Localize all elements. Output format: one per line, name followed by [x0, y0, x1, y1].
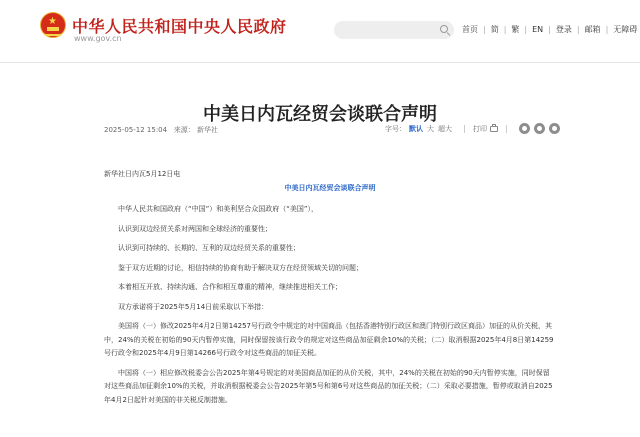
article-body [104, 168, 556, 413]
nav-separator: | [503, 25, 507, 34]
site-url: www.gov.cn [74, 34, 122, 43]
star-icon: ★ [48, 16, 57, 27]
nav-separator: | [483, 25, 486, 34]
publish-date: 2025-05-12 15:04 [104, 126, 168, 134]
font-size-large[interactable]: 大 [427, 124, 434, 133]
print-label[interactable]: 打印 [473, 124, 487, 133]
site-header [0, 0, 640, 62]
weibo-share-icon[interactable] [519, 123, 530, 134]
nav-english[interactable]: EN [532, 25, 544, 34]
meta-tools [385, 123, 560, 134]
nav-mailbox[interactable]: 邮箱 [584, 25, 601, 34]
emblem-wreath [43, 32, 63, 36]
paragraph: 双方承诺将于2025年5月14日前采取以下举措： [118, 302, 269, 311]
top-nav [462, 24, 637, 35]
paragraph: 本着相互开放、持续沟通、合作和相互尊重的精神，继续推进相关工作； [118, 283, 342, 291]
article-title: 中美日内瓦经贸会谈联合声明 [203, 104, 437, 126]
search-input[interactable] [334, 21, 454, 39]
article-subtitle: 中美日内瓦经贸会谈联合声明 [284, 183, 376, 192]
nav-separator: | [576, 25, 580, 34]
emblem-gate [47, 27, 59, 31]
print-icon[interactable] [490, 126, 498, 132]
paragraph: 中国将（一）相应修改税委会公告2025年第4号规定的对美国商品加征的从价关税，其中，24%的关税在初始的90天内暂停实施，同时保留对这些商品加征剩余10%的关税，并取消根据税委会公告2025年第5号和第6号对这些商品的加征关税；（二）采取必要措施，暂停或取消自2025年4月2日起针对美国的非关税反制措施。 [104, 368, 553, 404]
national-emblem-logo[interactable] [40, 12, 66, 38]
tool-separator [506, 125, 507, 133]
wechat-share-icon[interactable] [534, 123, 545, 134]
source-label: 来源： [173, 126, 195, 134]
meta-left [104, 125, 218, 135]
paragraph: 认识到可持续的、长期的、互利的双边经贸关系的重要性； [118, 244, 300, 252]
site-name[interactable]: 中华人民共和国中央人民政府 [72, 17, 287, 36]
paragraph: 鉴于双方近期的讨论，相信持续的协商有助于解决双方在经贸领域关切的问题； [118, 263, 363, 272]
dateline: 新华社日内瓦5月12日电 [104, 170, 181, 178]
article-meta [104, 123, 560, 135]
tool-separator [464, 125, 465, 133]
nav-separator: | [605, 25, 609, 34]
nav-accessibility[interactable]: 无障碍 [613, 25, 638, 34]
paragraph: 认识到双边经贸关系对两国和全球经济的重要性； [118, 224, 272, 233]
paragraph: 中华人民共和国政府（“中国”）和美利坚合众国政府（“美国”）， [118, 205, 319, 213]
nav-separator: | [548, 25, 551, 34]
qzone-share-icon[interactable] [549, 123, 560, 134]
source-name: 新华社 [197, 126, 219, 134]
nav-separator: | [524, 25, 528, 34]
search-icon[interactable] [440, 25, 448, 33]
font-size-xlarge[interactable]: 超大 [438, 124, 452, 133]
font-size-label: 字号： [385, 124, 406, 133]
nav-login[interactable]: 登录 [555, 25, 572, 34]
paragraph: 美国将（一）修改2025年4月2日第14257号行政令中规定的对中国商品（包括香港特别行政区和澳门特别行政区商品）加征的从价关税，其中，24%的关税在初始的90天内暂停实施，同时保留按该行政令的规定对这些商品加征剩余10%的关税；（二）取消根据2025年4月8日第14259号行政令和2025年4月9日第14266号行政令对这些商品的加征关税。 [104, 322, 554, 357]
nav-home[interactable]: 首页 [462, 25, 478, 34]
nav-simplified[interactable]: 简 [490, 25, 499, 34]
header-divider [0, 62, 640, 63]
font-size-default[interactable]: 默认 [409, 124, 423, 133]
nav-traditional[interactable]: 繁 [511, 25, 520, 34]
